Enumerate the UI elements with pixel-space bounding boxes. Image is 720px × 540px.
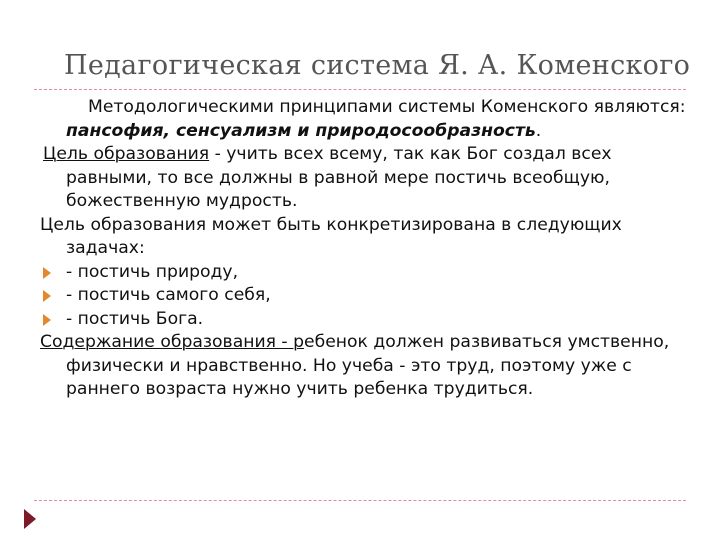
bullet-text: - постичь природу, [66,261,239,282]
bullet-text: - постичь самого себя, [66,285,271,305]
slide-title: Педагогическая система Я. А. Коменского [64,50,691,81]
principles-end: . [535,120,542,141]
slide-body [40,96,690,402]
triangle-right-icon [43,267,51,279]
play-arrow-icon[interactable] [24,509,36,529]
list-item [40,261,690,285]
list-item [40,284,690,308]
paragraph-content [40,331,690,402]
content-link[interactable]: Содержание образования - р [40,332,305,352]
principles-emphasis: пансофия, сенсуализм и природосообразность [66,120,536,141]
principles-text: Методологическими принципами системы Коменского являются: [88,97,686,117]
title-divider [34,89,686,90]
content-text: ебенок должен развиваться умственно, физически и нравственно. Но учеба - это труд, поэтому уже с раннего возраста нужно учить ребенка трудиться. [66,332,670,399]
paragraph-tasks: Цель образования может быть конкретизирована в следующих задачах: [40,214,622,258]
goal-text: - учить всех всему, так как Бог создал всех равными, то все должны в равной мере постичь всеобщую, божественную мудрость. [66,144,612,211]
goal-link[interactable]: Цель образования [43,144,210,164]
triangle-right-icon [43,314,51,326]
paragraph-principles [40,96,690,143]
footer-divider [34,500,686,501]
paragraph-goal [40,143,690,214]
bullet-text: - постичь Бога. [66,308,204,329]
list-item [40,308,690,332]
triangle-right-icon [43,290,51,302]
